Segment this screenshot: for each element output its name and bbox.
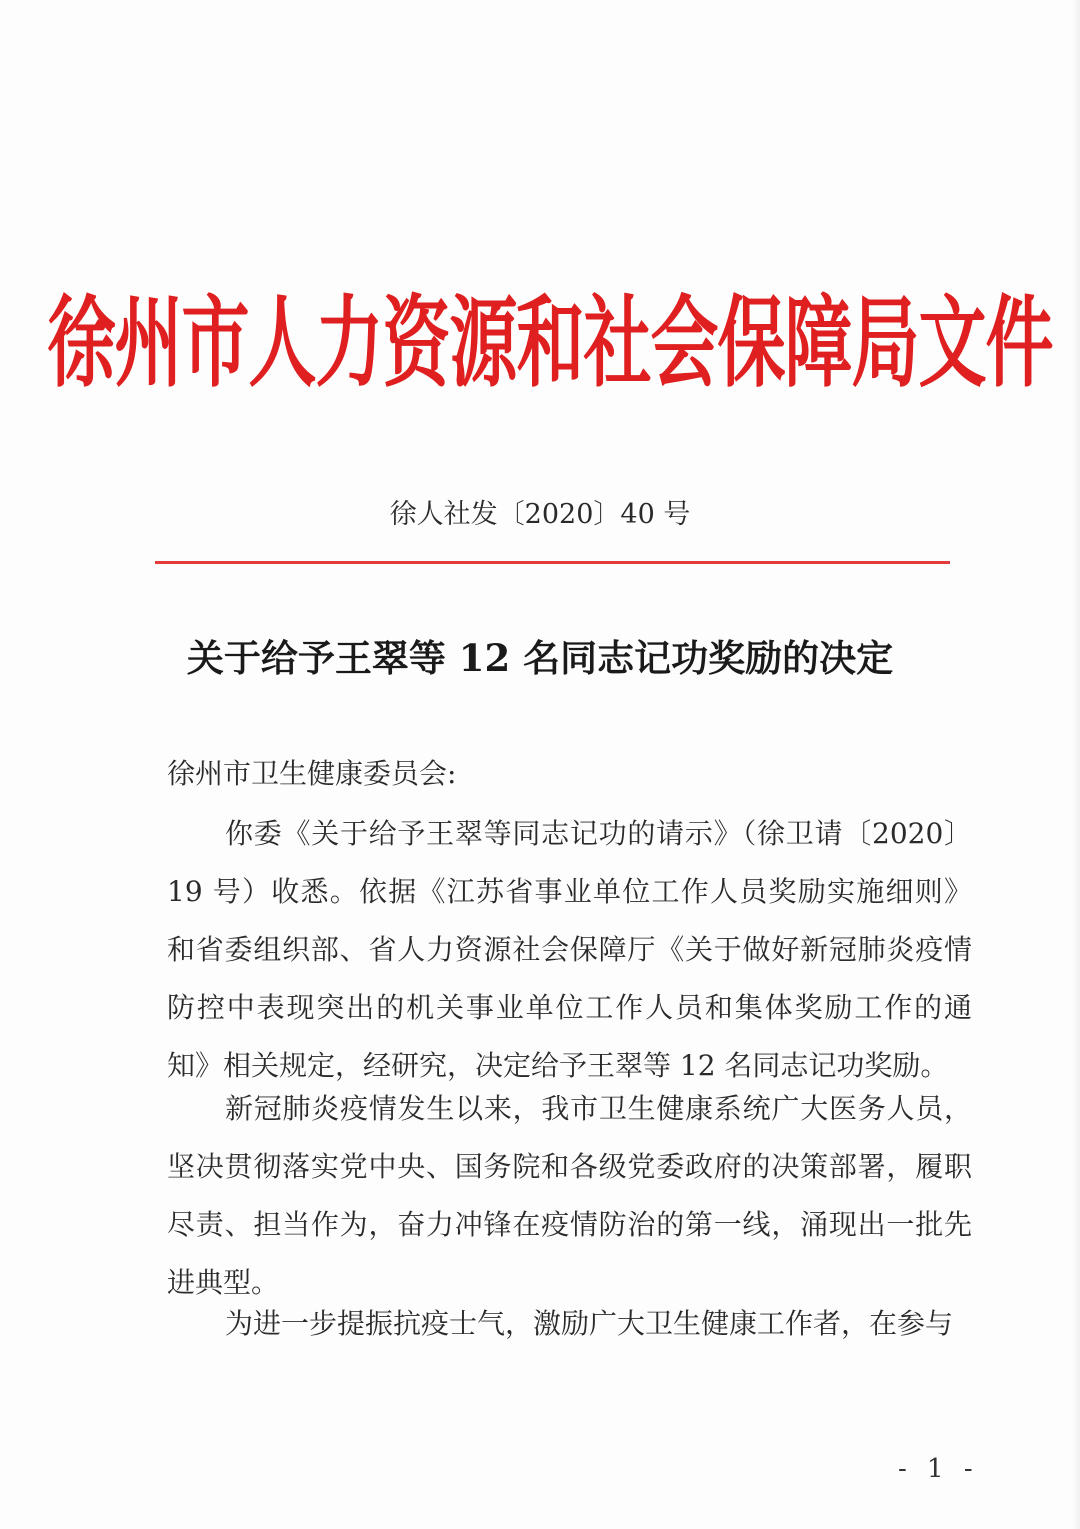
paragraph-3 (167, 1295, 972, 1353)
document-number: 徐人社发〔2020〕40 号 (389, 499, 691, 530)
paragraph-1-line: 防控中表现突出的机关事业单位工作人员和集体奖励工作的通 (167, 991, 972, 1024)
paragraph-2-line: 新冠肺炎疫情发生以来，我市卫生健康系统广大医务人员， (225, 1092, 972, 1125)
red-divider-line (155, 561, 950, 564)
paragraph-2-line: 坚决贯彻落实党中央、国务院和各级党委政府的决策部署，履职 (167, 1150, 972, 1183)
paragraph-1-line: 知》相关规定，经研究，决定给予王翠等 12 名同志记功奖励。 (167, 1049, 949, 1082)
page-edge-shadow (1072, 0, 1080, 1529)
paragraph-2-line: 进典型。 (167, 1266, 280, 1299)
paragraph-1-line: 你委《关于给予王翠等同志记功的请示》（徐卫请〔2020〕 (225, 817, 972, 850)
page-number: - 1 - (898, 1454, 979, 1484)
document-title: 关于给予王翠等 12 名同志记功奖励的决定 (186, 636, 894, 680)
paragraph-3-line: 为进一步提振抗疫士气，激励广大卫生健康工作者，在参与 (225, 1307, 954, 1340)
recipient-line: 徐州市卫生健康委员会: (167, 757, 457, 790)
paragraph-1-line: 和省委组织部、省人力资源社会保障厅《关于做好新冠肺炎疫情 (167, 933, 972, 966)
paragraph-2-line: 尽责、担当作为，奋力冲锋在疫情防治的第一线，涌现出一批先 (167, 1208, 972, 1241)
issuer-header-title: 徐州市人力资源和社会保障局文件 (47, 284, 1053, 401)
paragraph-1-line: 19 号）收悉。依据《江苏省事业单位工作人员奖励实施细则》 (167, 875, 972, 908)
paragraph-2 (167, 1080, 972, 1312)
paragraph-1 (167, 805, 972, 1095)
